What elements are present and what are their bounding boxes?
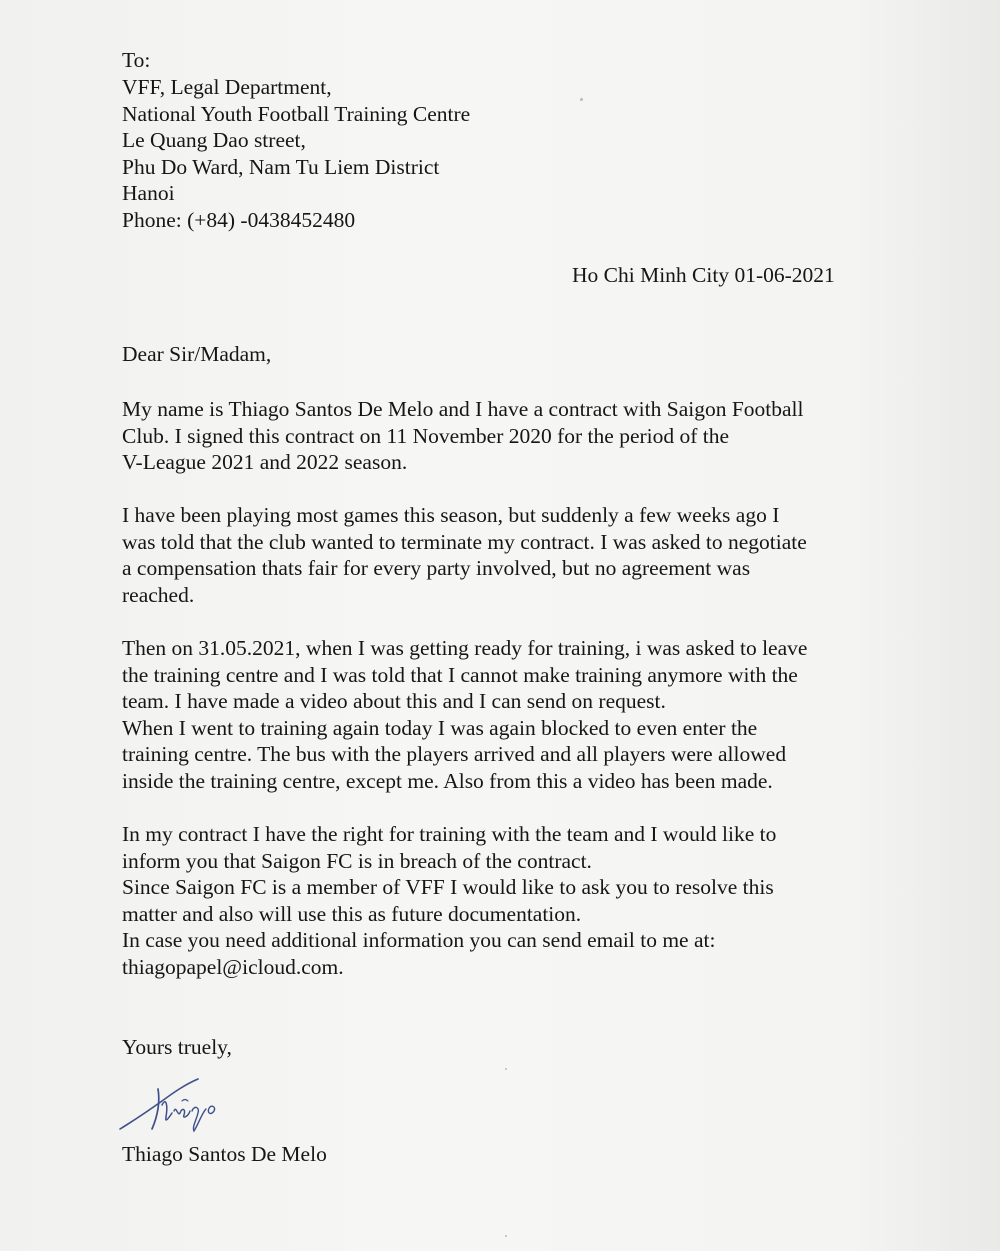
paragraph-line: team. I have made a video about this and I can send on request. <box>122 689 666 713</box>
paragraph-line: Since Saigon FC is a member of VFF I would like to ask you to resolve this <box>122 875 774 899</box>
body-paragraph-1 <box>122 396 804 476</box>
paragraph-line: V-League 2021 and 2022 season. <box>122 450 408 474</box>
place-date: Ho Chi Minh City 01-06-2021 <box>572 263 835 287</box>
recipient-line-phone: Phone: (+84) -0438452480 <box>122 208 356 232</box>
closing: Yours truely, <box>122 1035 232 1059</box>
body-paragraph-2 <box>122 502 807 608</box>
paragraph-line: a compensation thats fair for every party involved, but no agreement was <box>122 556 751 580</box>
scan-speck <box>505 1068 507 1070</box>
paragraph-line: was told that the club wanted to terminate my contract. I was asked to negotiate <box>122 529 807 554</box>
recipient-line-centre: National Youth Football Training Centre <box>122 102 471 126</box>
body-paragraph-3 <box>122 635 807 794</box>
scan-speck <box>580 98 583 101</box>
paragraph-line: In my contract I have the right for training with the team and I would like to <box>122 822 777 846</box>
recipient-line-org: VFF, Legal Department, <box>122 75 332 99</box>
paragraph-line: inform you that Saigon FC is in breach of the contract. <box>122 848 592 873</box>
paragraph-line: the training centre and I was told that I cannot make training anymore with the <box>122 662 798 687</box>
paragraph-line: inside the training centre, except me. Also from this a video has been made. <box>122 768 773 793</box>
paragraph-line: matter and also will use this as future documentation. <box>122 901 582 926</box>
paragraph-line: training centre. The bus with the players arrived and all players were allowed <box>122 742 787 766</box>
paragraph-line: My name is Thiago Santos De Melo and I have a contract with Saigon Football <box>122 397 804 421</box>
body-paragraph-4 <box>122 821 776 980</box>
signer-name: Thiago Santos De Melo <box>122 1142 327 1166</box>
paragraph-line: In case you need additional information you can send email to me at: <box>122 928 716 952</box>
paragraph-line: I have been playing most games this season, but suddenly a few weeks ago I <box>122 503 780 527</box>
paragraph-line: Then on 31.05.2021, when I was getting ready for training, i was asked to leave <box>122 636 808 660</box>
recipient-line-ward: Phu Do Ward, Nam Tu Liem District <box>122 155 440 179</box>
paragraph-line: Club. I signed this contract on 11 November 2020 for the period of the <box>122 423 730 448</box>
recipient-line-city: Hanoi <box>122 181 175 205</box>
handwritten-signature <box>118 1075 248 1135</box>
salutation: Dear Sir/Madam, <box>122 342 272 366</box>
paragraph-line: reached. <box>122 582 195 607</box>
scan-speck <box>505 1235 507 1237</box>
recipient-line-street: Le Quang Dao street, <box>122 128 306 152</box>
email-address: thiagopapel@icloud.com. <box>122 954 344 979</box>
paragraph-line: When I went to training again today I was again blocked to even enter the <box>122 715 758 740</box>
recipient-line-to: To: <box>122 48 151 72</box>
